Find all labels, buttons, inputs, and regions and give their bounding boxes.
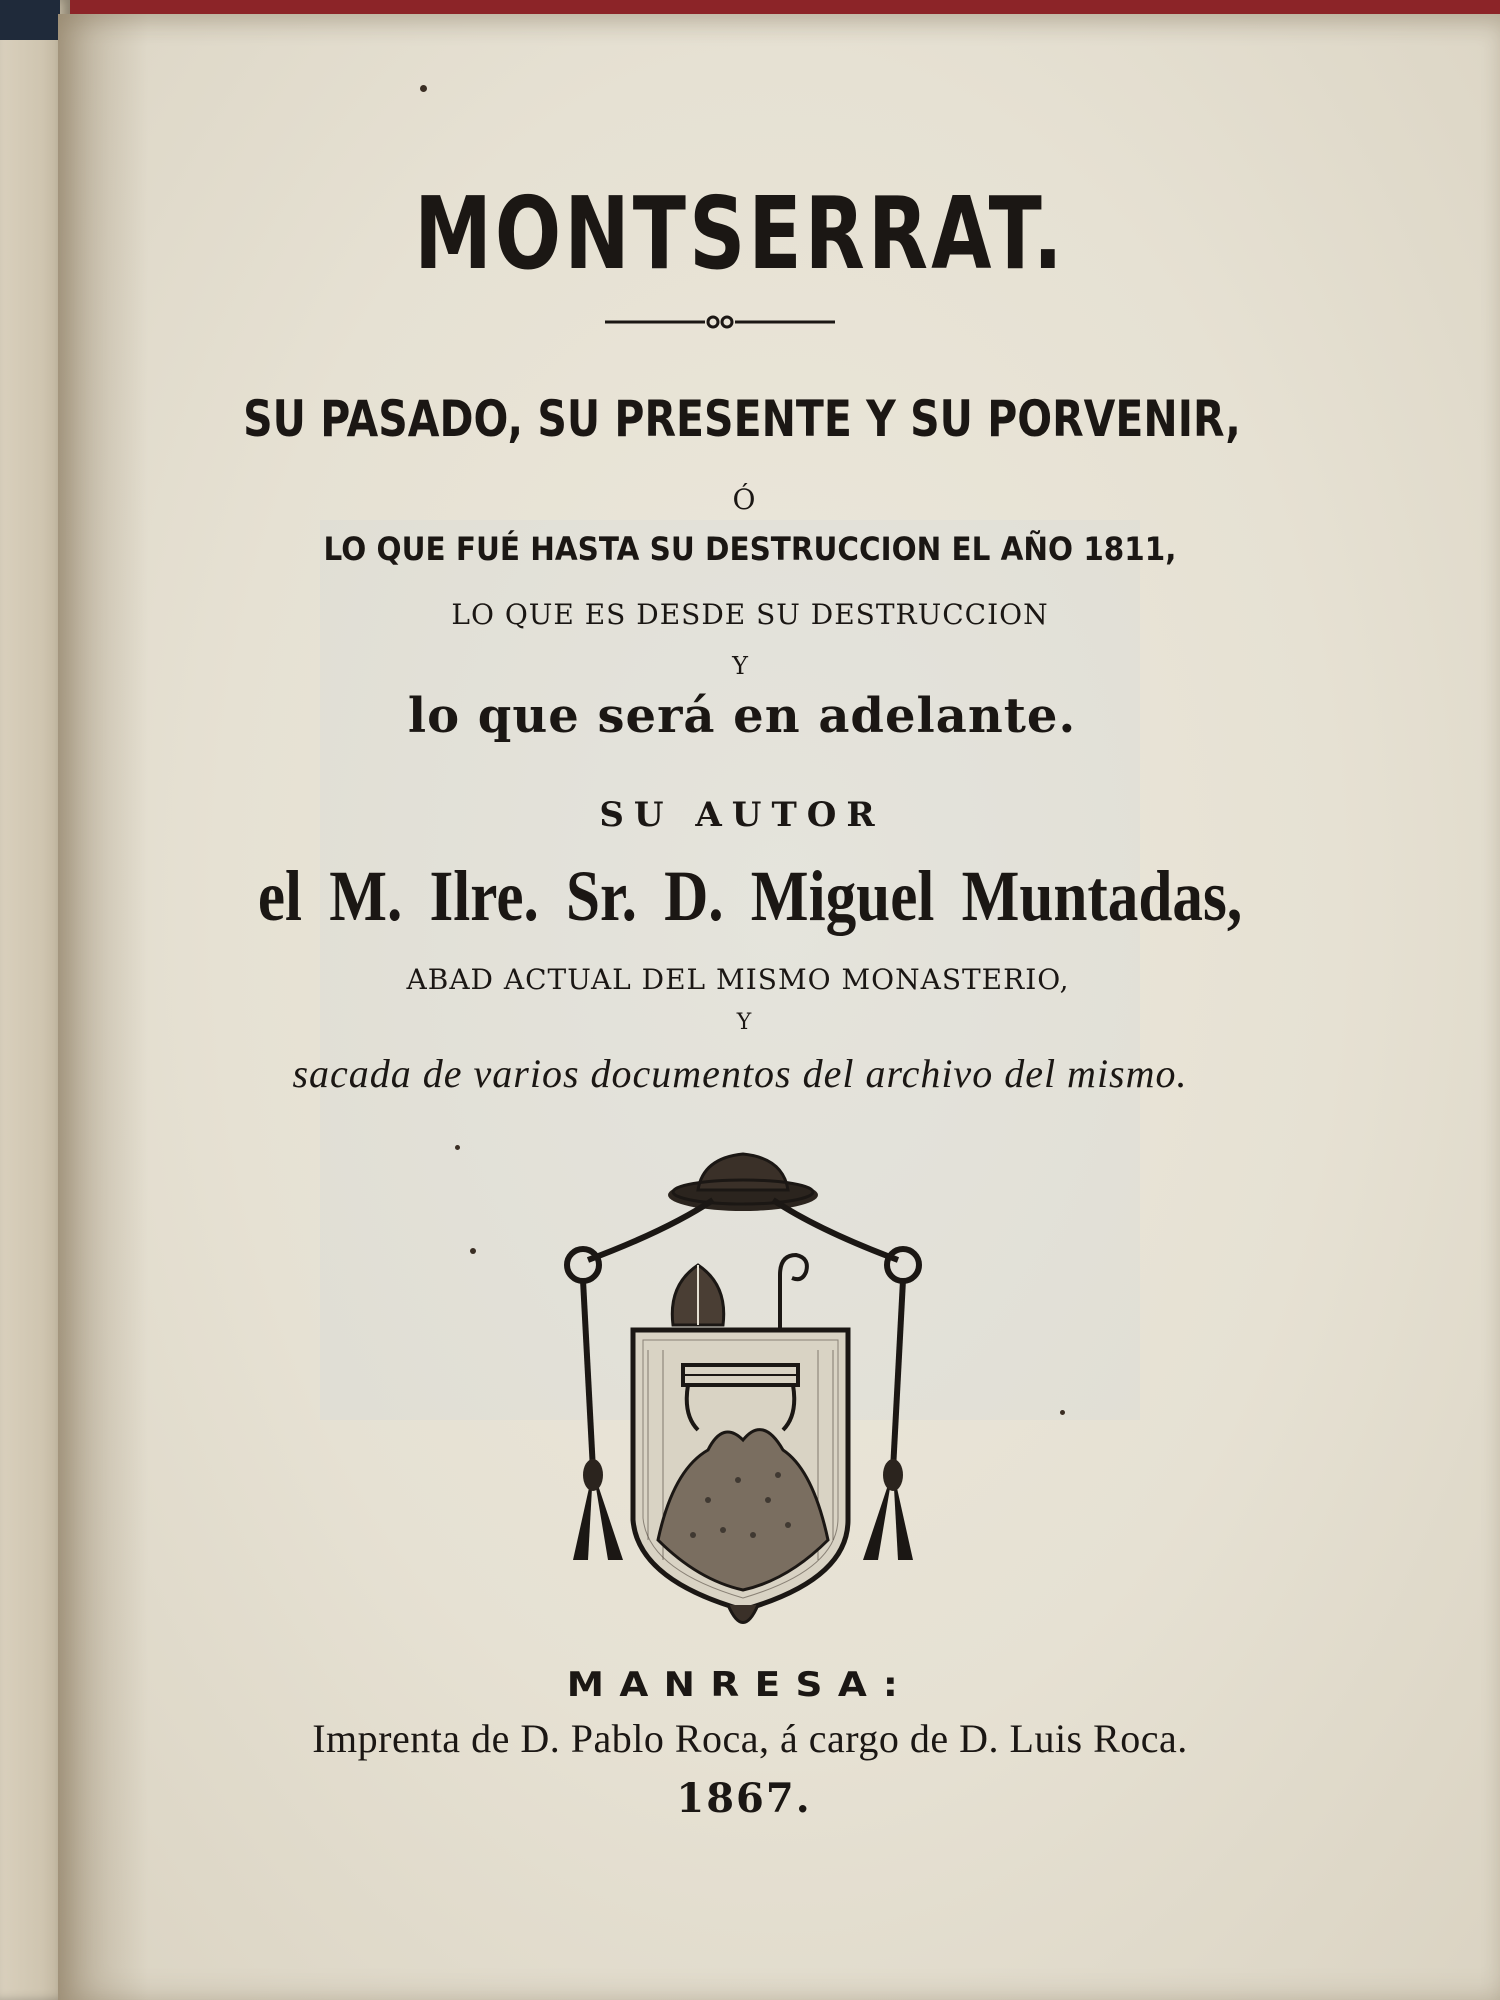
conjunction-o: Ó xyxy=(732,483,756,516)
rule-ornament-icon xyxy=(605,312,835,332)
subtitle: SU PASADO, SU PRESENTE Y SU PORVENIR, xyxy=(243,390,1241,448)
part-three-line: lo que será en adelante. xyxy=(407,688,1077,744)
paper-speck xyxy=(470,1248,476,1254)
sources-line: sacada de varios documentos del archivo del mismo. xyxy=(292,1051,1188,1096)
author-label: SU AUTOR xyxy=(599,795,885,835)
conjunction-y-second: Y xyxy=(736,1010,752,1035)
imprint-city: MANRESA: xyxy=(566,1665,914,1705)
imprint-printer: Imprenta de D. Pablo Roca, á cargo de D. Luis Roca. xyxy=(312,1716,1188,1761)
author-title: ABAD ACTUAL DEL MISMO MONASTERIO, xyxy=(406,963,1070,996)
part-two-line: LO QUE ES DESDE SU DESTRUCCION xyxy=(451,598,1049,631)
coat-of-arms-icon xyxy=(548,1140,938,1640)
imprint-year: 1867. xyxy=(676,1775,812,1822)
part-one-line: LO QUE FUÉ HASTA SU DESTRUCCION EL AÑO 1811, xyxy=(323,530,1177,568)
book-title: MONTSERRAT. xyxy=(414,175,1066,292)
spine-corner xyxy=(0,0,60,40)
conjunction-y-first: Y xyxy=(732,652,748,680)
paper-speck xyxy=(420,85,427,92)
paper-speck xyxy=(1060,1410,1065,1415)
author-name: el M. Ilre. Sr. D. Miguel Muntadas, xyxy=(257,856,1243,936)
paper-speck xyxy=(455,1145,460,1150)
